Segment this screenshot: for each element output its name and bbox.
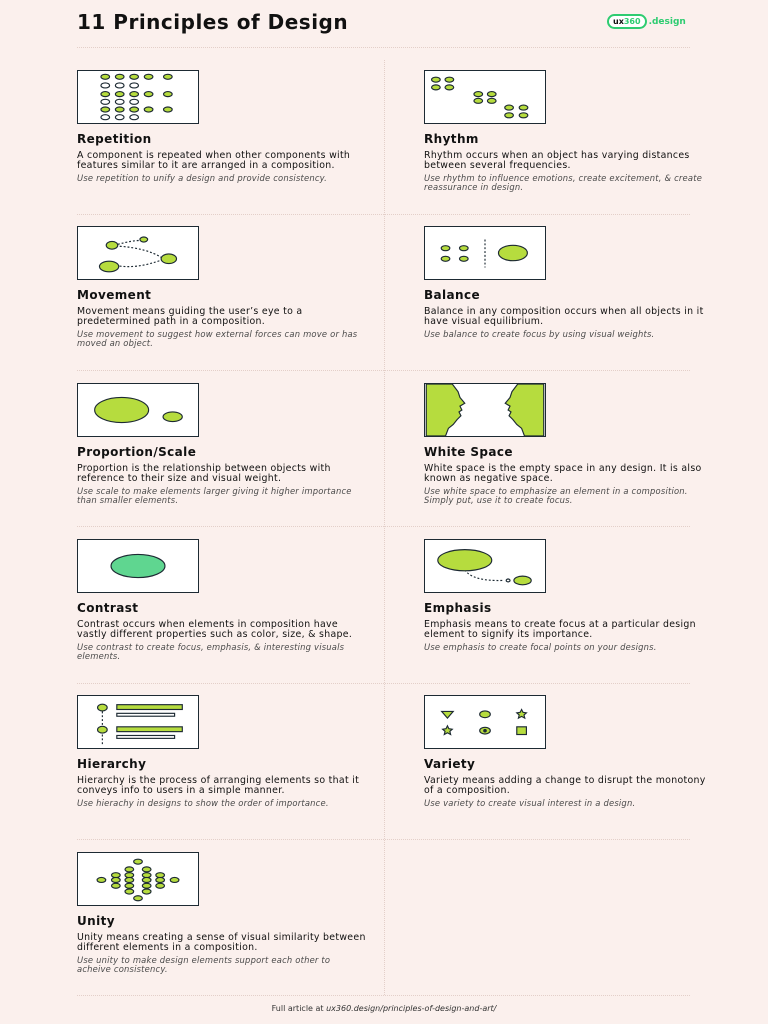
page-title: 11 Principles of Design [77, 10, 349, 34]
card-description: Contrast occurs when elements in composition have vastly different properties such as color, size, & shape. [77, 619, 353, 640]
principle-card-repetition [77, 70, 367, 183]
card-usage-tip: Use variety to create visual interest in a design. [424, 798, 636, 808]
principle-card-hierarchy [77, 695, 367, 808]
card-description: Rhythm occurs when an object has varying distances between several frequencies. [424, 150, 690, 171]
card-title: Repetition [77, 132, 152, 146]
article-link[interactable]: ux360.design/principles-of-design-and-art/ [326, 1004, 497, 1013]
white-space-icon [424, 383, 546, 437]
proportion-icon [77, 383, 199, 437]
card-title: Contrast [77, 601, 139, 615]
footer-prefix: Full article at [271, 1004, 327, 1013]
divider [77, 995, 690, 996]
principle-card-rhythm [424, 70, 714, 192]
card-description: White space is the empty space in any design. It is also known as negative space. [424, 463, 702, 484]
principle-card-emphasis [424, 539, 714, 652]
principle-card-movement [77, 226, 367, 348]
card-description: A component is repeated when other components with features similar to it are arranged in a composition. [77, 150, 351, 171]
card-title: Emphasis [424, 601, 492, 615]
brand-logo[interactable] [607, 14, 686, 29]
column-divider [384, 60, 385, 995]
card-usage-tip: Use repetition to unify a design and provide consistency. [77, 173, 328, 183]
hierarchy-icon [77, 695, 199, 749]
emphasis-icon [424, 539, 546, 593]
card-title: Movement [77, 288, 152, 302]
card-description: Emphasis means to create focus at a particular design element to signify its importance. [424, 619, 696, 640]
contrast-icon [77, 539, 199, 593]
principle-card-unity [77, 852, 367, 974]
card-description: Hierarchy is the process of arranging elements so that it conveys info to users in a simple manner. [77, 775, 360, 796]
card-usage-tip: Use emphasis to create focal points on your designs. [424, 642, 657, 652]
card-title: Variety [424, 757, 476, 771]
rhythm-icon [424, 70, 546, 124]
logo-prefix: ux [613, 17, 624, 26]
unity-icon [77, 852, 199, 906]
repetition-icon [77, 70, 199, 124]
card-description: Balance in any composition occurs when all objects in it have visual equilibrium. [424, 306, 704, 327]
card-description: Variety means adding a change to disrupt the monotony of a composition. [424, 775, 706, 796]
card-description: Proportion is the relationship between objects with reference to their size and visual weight. [77, 463, 331, 484]
logo-domain: .design [648, 16, 686, 27]
logo-badge [607, 14, 647, 29]
card-title: Unity [77, 914, 115, 928]
card-title: Rhythm [424, 132, 479, 146]
footer-note [0, 1004, 768, 1013]
principle-card-white-space [424, 383, 714, 505]
principle-card-contrast [77, 539, 367, 661]
card-usage-tip: Use contrast to create focus, emphasis, & interesting visuals elements. [77, 642, 345, 661]
card-usage-tip: Use rhythm to influence emotions, create excitement, & create reassurance in design. [424, 173, 703, 192]
card-title: Hierarchy [77, 757, 147, 771]
card-usage-tip: Use scale to make elements larger giving it higher importance than smaller elements. [77, 486, 352, 505]
card-title: Balance [424, 288, 481, 302]
principle-card-proportion [77, 383, 367, 505]
variety-icon [424, 695, 546, 749]
card-description: Movement means guiding the user’s eye to a predetermined path in a composition. [77, 306, 303, 327]
movement-icon [77, 226, 199, 280]
card-usage-tip: Use white space to emphasize an element in a composition. Simply put, use it to create focus. [424, 486, 688, 505]
card-usage-tip: Use hierachy in designs to show the order of importance. [77, 798, 329, 808]
card-title: Proportion/Scale [77, 445, 197, 459]
principle-card-balance [424, 226, 714, 339]
card-title: White Space [424, 445, 513, 459]
balance-icon [424, 226, 546, 280]
card-usage-tip: Use balance to create focus by using visual weights. [424, 329, 655, 339]
card-description: Unity means creating a sense of visual similarity between different elements in a composition. [77, 932, 366, 953]
principle-card-variety [424, 695, 714, 808]
card-usage-tip: Use unity to make design elements support each other to acheive consistency. [77, 955, 331, 974]
card-usage-tip: Use movement to suggest how external forces can move or has moved an object. [77, 329, 358, 348]
divider [77, 47, 690, 48]
logo-number: 360 [623, 17, 641, 26]
